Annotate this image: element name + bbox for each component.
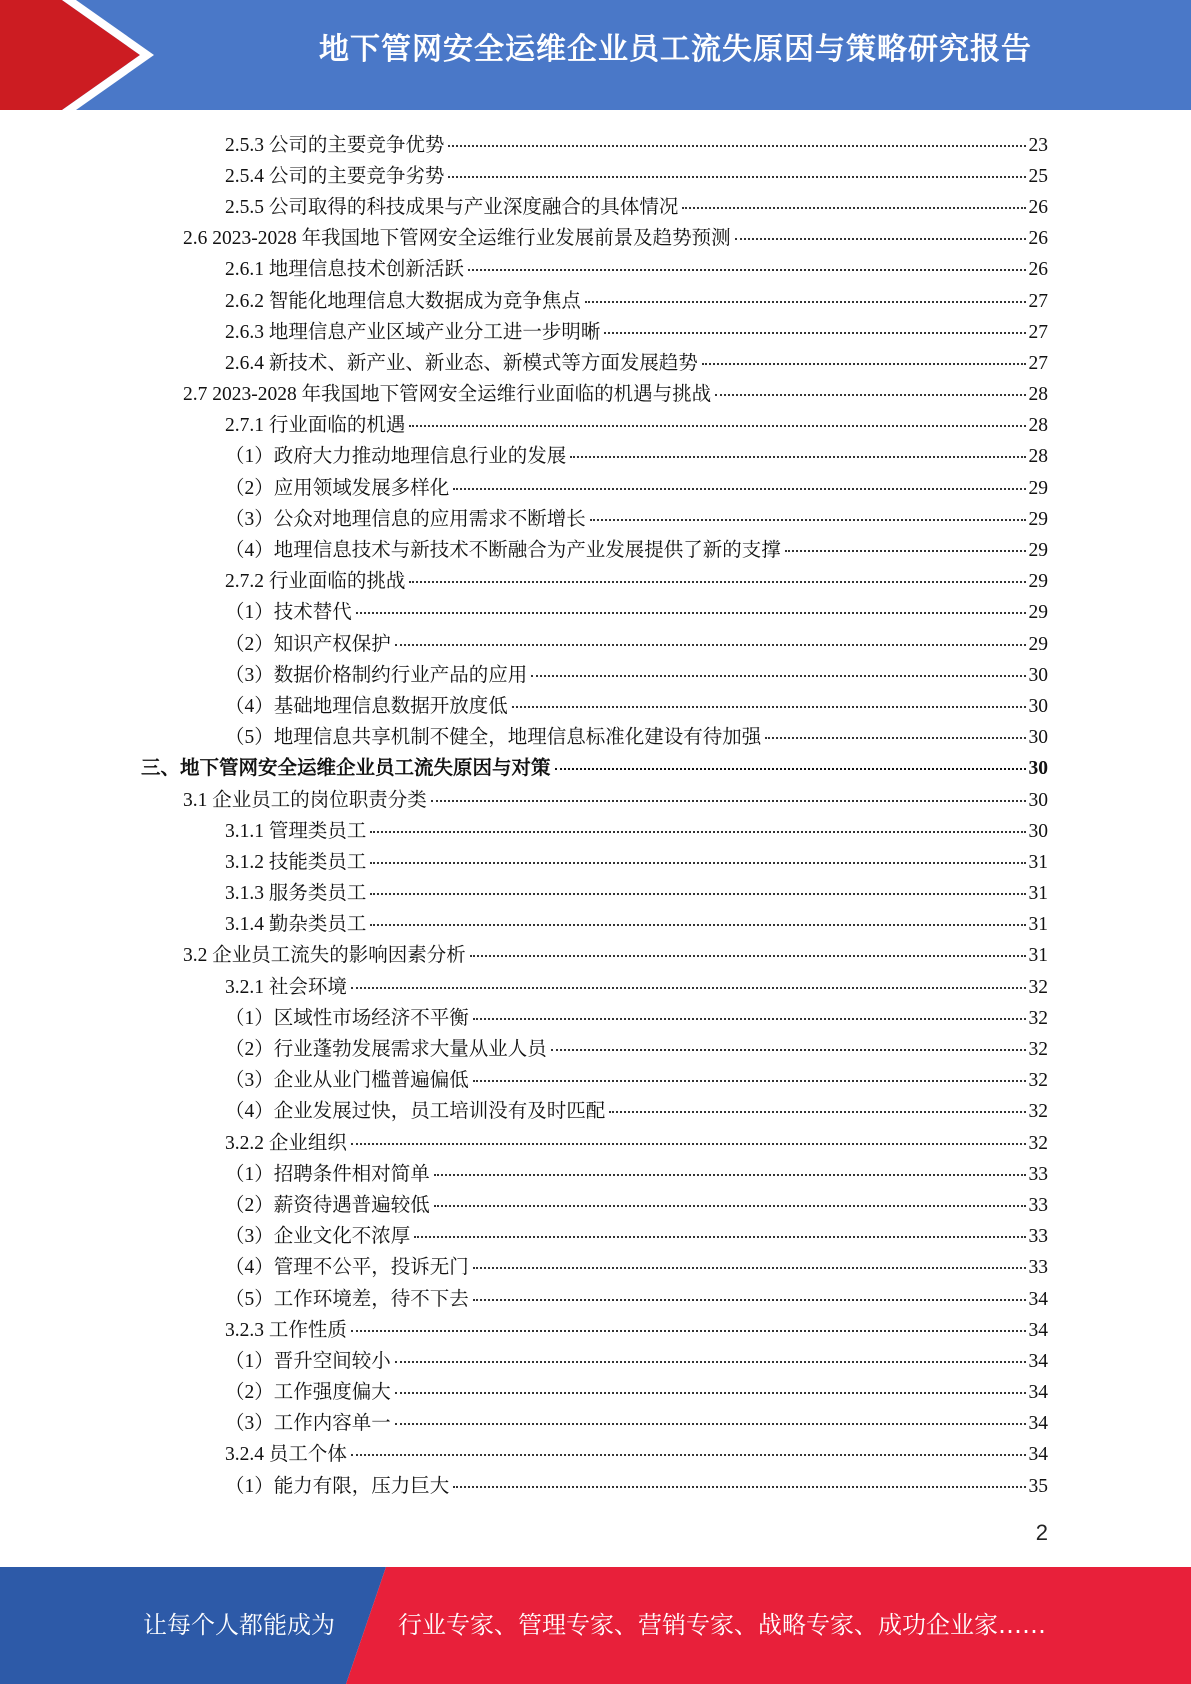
toc-entry-label: （1）政府大力推动地理信息行业的发展	[225, 446, 567, 468]
toc-entry-line	[0, 253, 1191, 281]
toc-entry-line	[0, 1158, 1191, 1186]
toc-entry-page: 32	[1028, 1039, 1048, 1061]
toc-leader-dots	[370, 893, 1025, 895]
toc-entry[interactable]	[0, 1094, 1191, 1125]
toc-entry-label: （2）应用领域发展多样化	[225, 477, 450, 499]
toc-entry-page: 28	[1028, 384, 1048, 406]
toc-entry-page: 34	[1028, 1413, 1048, 1435]
toc-entry-label: （1）能力有限，压力巨大	[225, 1475, 450, 1497]
toc-entry-page: 30	[1028, 695, 1048, 717]
toc-entry-page: 28	[1028, 415, 1048, 437]
toc-entry-line	[0, 347, 1191, 375]
header-band	[0, 0, 1191, 110]
toc-entry-line	[0, 409, 1191, 437]
toc-entry-page: 28	[1028, 446, 1048, 468]
toc-leader-dots	[453, 1486, 1025, 1488]
toc-entry-line	[0, 503, 1191, 531]
table-of-contents	[0, 127, 1191, 1499]
toc-entry[interactable]	[0, 751, 1191, 782]
toc-leader-dots	[473, 1267, 1026, 1269]
toc-entry-label: （2）知识产权保护	[225, 633, 391, 655]
toc-entry-line	[0, 846, 1191, 874]
toc-leader-dots	[434, 1174, 1026, 1176]
toc-entry-line	[0, 908, 1191, 936]
toc-entry-page: 34	[1028, 1288, 1048, 1310]
toc-entry[interactable]	[0, 314, 1191, 345]
toc-leader-dots	[735, 238, 1026, 240]
toc-entry[interactable]	[0, 1031, 1191, 1062]
toc-leader-dots	[370, 862, 1025, 864]
report-title: 地下管网安全运维企业员工流失原因与策略研究报告	[319, 32, 1032, 67]
toc-entry-line	[0, 628, 1191, 656]
toc-leader-dots	[585, 301, 1026, 303]
toc-entry[interactable]	[0, 1063, 1191, 1094]
toc-entry-page: 27	[1028, 290, 1048, 312]
toc-entry-line	[0, 1470, 1191, 1498]
toc-leader-dots	[470, 955, 1026, 957]
toc-entry-label: 三、地下管网安全运维企业员工流失原因与对策	[141, 758, 551, 780]
toc-entry-line	[0, 1438, 1191, 1466]
toc-entry-label: 2.6.1 地理信息技术创新活跃	[225, 259, 464, 281]
toc-entry[interactable]	[0, 564, 1191, 595]
toc-entry-page: 35	[1028, 1475, 1048, 1497]
toc-entry-page: 29	[1028, 571, 1048, 593]
toc-entry[interactable]	[0, 252, 1191, 283]
toc-entry-label: （4）企业发展过快，员工培训没有及时匹配	[225, 1101, 606, 1123]
toc-entry-page: 29	[1028, 633, 1048, 655]
toc-entry[interactable]	[0, 657, 1191, 688]
toc-entry[interactable]	[0, 1125, 1191, 1156]
toc-entry-page: 33	[1028, 1194, 1048, 1216]
toc-entry-page: 31	[1028, 883, 1048, 905]
toc-leader-dots	[434, 1205, 1026, 1207]
toc-entry-page: 32	[1028, 976, 1048, 998]
toc-entry-line	[0, 160, 1191, 188]
toc-entry[interactable]	[0, 377, 1191, 408]
toc-entry-page: 25	[1028, 165, 1048, 187]
toc-entry[interactable]	[0, 595, 1191, 626]
toc-entry-page: 34	[1028, 1350, 1048, 1372]
toc-entry-page: 31	[1028, 945, 1048, 967]
toc-leader-dots	[351, 1143, 1026, 1145]
toc-entry-line	[0, 1376, 1191, 1404]
toc-leader-dots	[531, 675, 1025, 677]
toc-entry-label: 3.1.2 技能类员工	[225, 851, 367, 873]
toc-entry-label: 3.2.1 社会环境	[225, 976, 347, 998]
toc-leader-dots	[468, 269, 1026, 271]
toc-entry-page: 34	[1028, 1319, 1048, 1341]
toc-entry-line	[0, 1314, 1191, 1342]
toc-entry-line	[0, 877, 1191, 905]
toc-leader-dots	[473, 1018, 1026, 1020]
toc-entry-page: 33	[1028, 1163, 1048, 1185]
toc-entry-line	[0, 939, 1191, 967]
toc-entry-label: 2.5.4 公司的主要竞争劣势	[225, 165, 445, 187]
toc-entry-line	[0, 1095, 1191, 1123]
toc-entry-label: （5）地理信息共享机制不健全，地理信息标准化建设有待加强	[225, 727, 762, 749]
toc-entry-page: 34	[1028, 1444, 1048, 1466]
toc-entry[interactable]	[0, 876, 1191, 907]
toc-leader-dots	[702, 363, 1026, 365]
toc-entry-line	[0, 1283, 1191, 1311]
toc-entry[interactable]	[0, 470, 1191, 501]
toc-entry-label: （2）工作强度偏大	[225, 1382, 391, 1404]
toc-entry[interactable]	[0, 345, 1191, 376]
toc-leader-dots	[414, 1236, 1025, 1238]
footer-slogan-right: 行业专家、管理专家、营销专家、战略专家、成功企业家……	[398, 1611, 1046, 1639]
toc-entry-page: 30	[1028, 789, 1048, 811]
toc-entry-label: 2.7.1 行业面临的机遇	[225, 415, 406, 437]
toc-leader-dots	[448, 176, 1025, 178]
toc-entry[interactable]	[0, 1343, 1191, 1374]
toc-entry[interactable]	[0, 1437, 1191, 1468]
toc-entry-page: 29	[1028, 508, 1048, 530]
toc-entry-page: 33	[1028, 1257, 1048, 1279]
toc-entry-label: （3）数据价格制约行业产品的应用	[225, 664, 528, 686]
toc-entry-page: 26	[1028, 259, 1048, 281]
toc-entry-label: （4）管理不公平，投诉无门	[225, 1257, 469, 1279]
toc-entry-line	[0, 1345, 1191, 1373]
toc-leader-dots	[604, 332, 1025, 334]
toc-entry-label: 2.5.5 公司取得的科技成果与产业深度融合的具体情况	[225, 196, 679, 218]
toc-entry-line	[0, 784, 1191, 812]
toc-entry-line	[0, 690, 1191, 718]
toc-entry-label: 2.6 2023-2028 年我国地下管网安全运维行业发展前景及趋势预测	[183, 228, 731, 250]
toc-leader-dots	[431, 800, 1026, 802]
toc-leader-dots	[356, 612, 1026, 614]
toc-entry[interactable]	[0, 283, 1191, 314]
toc-leader-dots	[570, 456, 1025, 458]
toc-entry-page: 32	[1028, 1007, 1048, 1029]
toc-leader-dots	[395, 1361, 1026, 1363]
toc-entry[interactable]	[0, 1156, 1191, 1187]
toc-entry-line	[0, 472, 1191, 500]
toc-leader-dots	[551, 1049, 1026, 1051]
toc-entry-page: 30	[1028, 820, 1048, 842]
toc-entry-label: 2.7 2023-2028 年我国地下管网安全运维行业面临的机遇与挑战	[183, 384, 712, 406]
toc-entry-page: 23	[1028, 134, 1048, 156]
toc-entry-label: 2.5.3 公司的主要竞争优势	[225, 134, 445, 156]
toc-entry-page: 34	[1028, 1382, 1048, 1404]
toc-leader-dots	[351, 1330, 1026, 1332]
toc-leader-dots	[785, 550, 1026, 552]
toc-entry-line	[0, 440, 1191, 468]
toc-entry-label: 3.2 企业员工流失的影响因素分析	[183, 945, 466, 967]
toc-entry[interactable]	[0, 1468, 1191, 1499]
toc-entry-line	[0, 129, 1191, 157]
toc-entry[interactable]	[0, 813, 1191, 844]
toc-entry-label: 3.2.4 员工个体	[225, 1444, 347, 1466]
toc-entry-label: （1）招聘条件相对简单	[225, 1163, 430, 1185]
toc-entry-label: （4）地理信息技术与新技术不断融合为产业发展提供了新的支撑	[225, 540, 781, 562]
toc-entry[interactable]	[0, 189, 1191, 220]
toc-entry-page: 32	[1028, 1070, 1048, 1092]
toc-entry-label: （4）基础地理信息数据开放度低	[225, 695, 508, 717]
toc-leader-dots	[473, 1299, 1026, 1301]
toc-entry-line	[0, 721, 1191, 749]
toc-entry-label: 2.6.3 地理信息产业区域产业分工进一步明晰	[225, 321, 601, 343]
toc-entry-label: （3）企业文化不浓厚	[225, 1226, 411, 1248]
toc-entry-label: 3.1 企业员工的岗位职责分类	[183, 789, 427, 811]
toc-entry-line	[0, 815, 1191, 843]
toc-entry-page: 30	[1028, 664, 1048, 686]
toc-entry-line	[0, 1064, 1191, 1092]
toc-entry[interactable]	[0, 1406, 1191, 1437]
toc-entry-label: 3.1.4 勤杂类员工	[225, 914, 367, 936]
toc-leader-dots	[555, 768, 1026, 770]
toc-entry-label: （1）区域性市场经济不平衡	[225, 1007, 469, 1029]
toc-entry-line	[0, 1220, 1191, 1248]
toc-entry-line	[0, 285, 1191, 313]
toc-entry[interactable]	[0, 221, 1191, 252]
toc-entry[interactable]	[0, 688, 1191, 719]
toc-entry-line	[0, 565, 1191, 593]
toc-leader-dots	[351, 1454, 1026, 1456]
toc-entry-label: （3）企业从业门槛普遍偏低	[225, 1070, 469, 1092]
page-number: 2	[1035, 1520, 1048, 1545]
toc-entry-line	[0, 378, 1191, 406]
toc-leader-dots	[473, 1080, 1026, 1082]
toc-leader-dots	[409, 425, 1025, 427]
toc-entry[interactable]	[0, 1281, 1191, 1312]
toc-entry[interactable]	[0, 158, 1191, 189]
toc-entry-line	[0, 1189, 1191, 1217]
toc-entry-page: 30	[1028, 758, 1048, 780]
toc-leader-dots	[395, 644, 1026, 646]
toc-entry[interactable]	[0, 844, 1191, 875]
toc-entry[interactable]	[0, 1219, 1191, 1250]
toc-entry[interactable]	[0, 1250, 1191, 1281]
toc-entry-label: （3）工作内容单一	[225, 1413, 391, 1435]
toc-entry-line	[0, 752, 1191, 780]
toc-entry-label: 2.7.2 行业面临的挑战	[225, 571, 406, 593]
toc-entry[interactable]	[0, 1375, 1191, 1406]
toc-entry-label: （1）技术替代	[225, 602, 352, 624]
toc-entry-line	[0, 1251, 1191, 1279]
toc-entry[interactable]	[0, 1187, 1191, 1218]
toc-leader-dots	[609, 1111, 1025, 1113]
toc-entry-page: 31	[1028, 914, 1048, 936]
toc-entry[interactable]	[0, 907, 1191, 938]
toc-entry[interactable]	[0, 439, 1191, 470]
toc-leader-dots	[409, 581, 1025, 583]
toc-entry-label: （1）晋升空间较小	[225, 1350, 391, 1372]
toc-entry-line	[0, 971, 1191, 999]
toc-entry[interactable]	[0, 127, 1191, 158]
header-arrow-icon	[0, 0, 160, 110]
toc-entry-label: 3.1.1 管理类员工	[225, 820, 367, 842]
toc-entry-line	[0, 1407, 1191, 1435]
toc-entry[interactable]	[0, 1000, 1191, 1031]
toc-entry-line	[0, 1127, 1191, 1155]
toc-entry-line	[0, 191, 1191, 219]
toc-entry-line	[0, 596, 1191, 624]
toc-entry-line	[0, 534, 1191, 562]
toc-leader-dots	[395, 1392, 1026, 1394]
toc-entry-label: 3.2.2 企业组织	[225, 1132, 347, 1154]
toc-entry[interactable]	[0, 626, 1191, 657]
toc-entry-page: 29	[1028, 602, 1048, 624]
toc-entry-page: 27	[1028, 321, 1048, 343]
toc-leader-dots	[370, 831, 1025, 833]
toc-entry-label: 2.6.4 新技术、新产业、新业态、新模式等方面发展趋势	[225, 352, 698, 374]
toc-entry[interactable]	[0, 1312, 1191, 1343]
toc-entry-page: 26	[1028, 228, 1048, 250]
footer-slogan-left: 让每个人都能成为	[143, 1611, 335, 1639]
toc-entry-line	[0, 222, 1191, 250]
toc-entry-label: 3.1.3 服务类员工	[225, 883, 367, 905]
toc-entry-line	[0, 316, 1191, 344]
toc-entry-label: 2.6.2 智能化地理信息大数据成为竞争焦点	[225, 290, 581, 312]
toc-leader-dots	[590, 519, 1026, 521]
toc-leader-dots	[370, 924, 1025, 926]
toc-entry-line	[0, 1002, 1191, 1030]
toc-leader-dots	[351, 987, 1026, 989]
toc-leader-dots	[715, 394, 1025, 396]
toc-leader-dots	[682, 207, 1025, 209]
footer-band	[0, 1567, 1191, 1684]
toc-entry-page: 29	[1028, 540, 1048, 562]
toc-entry[interactable]	[0, 969, 1191, 1000]
toc-leader-dots	[395, 1423, 1026, 1425]
toc-leader-dots	[448, 145, 1025, 147]
toc-entry[interactable]	[0, 532, 1191, 563]
toc-entry-label: （3）公众对地理信息的应用需求不断增长	[225, 508, 586, 530]
toc-entry-line	[0, 1033, 1191, 1061]
toc-entry[interactable]	[0, 501, 1191, 532]
toc-leader-dots	[512, 706, 1026, 708]
toc-entry-label: （2）薪资待遇普遍较低	[225, 1194, 430, 1216]
toc-entry-page: 32	[1028, 1132, 1048, 1154]
toc-entry-label: 3.2.3 工作性质	[225, 1319, 347, 1341]
toc-entry-page: 26	[1028, 196, 1048, 218]
toc-entry[interactable]	[0, 782, 1191, 813]
toc-entry-line	[0, 659, 1191, 687]
toc-entry-page: 33	[1028, 1226, 1048, 1248]
toc-entry-page: 27	[1028, 352, 1048, 374]
toc-entry-page: 31	[1028, 851, 1048, 873]
toc-entry[interactable]	[0, 938, 1191, 969]
toc-entry[interactable]	[0, 408, 1191, 439]
toc-leader-dots	[765, 737, 1025, 739]
toc-entry-label: （2）行业蓬勃发展需求大量从业人员	[225, 1039, 547, 1061]
toc-entry-page: 29	[1028, 477, 1048, 499]
toc-entry-label: （5）工作环境差，待不下去	[225, 1288, 469, 1310]
toc-entry-page: 32	[1028, 1101, 1048, 1123]
toc-entry-page: 30	[1028, 727, 1048, 749]
toc-leader-dots	[453, 488, 1025, 490]
toc-entry[interactable]	[0, 720, 1191, 751]
